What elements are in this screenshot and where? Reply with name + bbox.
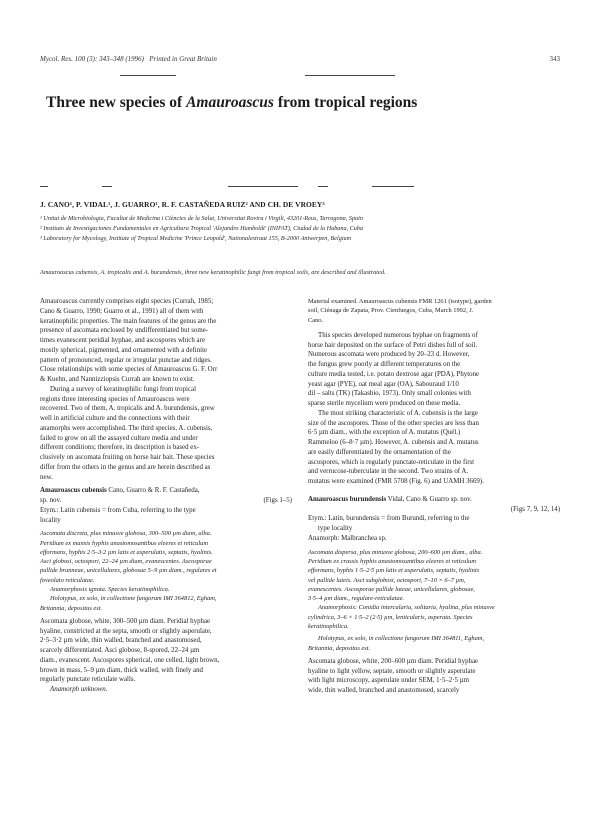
- journal-citation: [40, 55, 217, 63]
- species-description: Ascomata globose, white, 300–500 µm diam. Peridial hyphae hyaline, constricted at the septa, smooth or slightly asperulate, 2·5–3·2 µm wide, thin walled, branched and anastomosed, scarcely differentiated. Asci globose, 8-spored, 22–24 µm diam., evanescent. Ascospores spherical, one celled, light brown, brown in mass, 5–9 µm diam, thick walled, with finely and regularly punctate reticulate walls. Anamorph unknown.: [40, 617, 220, 694]
- intro-line: recovered. Two of them, A. tropicalis and A. burundensis, grew: [40, 405, 215, 413]
- separator-mark-2: [102, 186, 112, 187]
- intro-line: well in artificial culture and the connections with their: [40, 415, 190, 422]
- etymology-line: type locality: [318, 525, 353, 533]
- journal-reference: Mycol. Res. 100 (3): 343–348 (1996): [40, 55, 145, 63]
- species-novelty-line: [40, 496, 292, 506]
- intro-line: presence of ascomata enclosed by undifferentiated but some-: [40, 327, 209, 335]
- intro-line: Close relationships with some species of Amauroascus G. F. Orr: [40, 366, 218, 374]
- page-number: 343: [549, 55, 560, 63]
- affiliations: [40, 214, 560, 244]
- etymology-line: Etym.: Latin, burundensis = from Burundi, referring to the: [308, 515, 470, 523]
- intro-line: Amauroascus currently comprises eight species (Currah, 1985;: [40, 298, 214, 305]
- material-examined: Material examined. Amauroascus cubensis FMR 1261 (isotype), garden soil, Ciénaga de Zapata, Prov. Cienfuegos, Cuba, March 1992, J. Cano.: [308, 298, 492, 324]
- intro-line: pattern of pronounced, regular or irregular punctae and ridges.: [40, 356, 212, 364]
- intro-line: failed to grow on all the assayed culture media and under: [40, 434, 198, 442]
- species-name: Amauroascus burundensis: [308, 495, 387, 503]
- species-heading: [308, 495, 560, 505]
- etymology-line: locality: [40, 516, 61, 524]
- header-rule-left: [120, 75, 176, 76]
- species-authors: Cano, Guarro & R. F. Castañeda,: [106, 487, 200, 495]
- title-genus: Amauroascus: [186, 94, 274, 111]
- intro-line: & Kuehn, and Nannizziopsis Currah are known to exist.: [40, 376, 195, 383]
- discussion: This species developed numerous hyphae on fragments of horse hair deposited on the surface of Petri dishes full of soil. Numerous ascomata were produced by 20–23 d. However, the fungus grew poorly at different temperatures on the culture media tested, i.e. potato dextrose agar (PDA), Phytone yeast agar (PYE), oat meal agar (OA), Sabouraud 1/10 dil – salts (TK) (Takashio, 1973). Only small colonies with sparse sterile mycelium were produced on these media. The most striking characteristic of A. cubensis is the large size of the ascospores. Those of the other species are less than 6·5 µm diam., with the exception of A. mutatus (Quél.) Rammeloo (6–8·7 µm). However, A. cubensis and A. mutatus are easily differentiated by the ornamentation of the ascospores, which is regularly punctate-reticulate in the first and verrucose-tuberculate in the second. Two strains of A. mutatus were examined (FMR 5708 (Fig. 6) and UAMH 3669).: [308, 331, 484, 486]
- separator-mark-3: [228, 186, 298, 187]
- header-rule-right: [305, 75, 395, 76]
- intro-line: regions three interesting species of Amauroascus were: [40, 395, 190, 403]
- intro-line: differ from the others in the genus and are herein described as: [40, 463, 211, 471]
- affiliation-2: ² Instituto de Investigaciones Fundamentales en Agricultura Tropical 'Alejandro Humboldt' (INIFAT), Ciudad de la Habana, Cuba: [40, 225, 364, 232]
- species-heading: [40, 486, 292, 496]
- intro-line: During a survey of keratinophilic fungi from tropical: [50, 385, 197, 393]
- affiliation-1: ¹ Unitat de Microbiologia, Facultat de Medicina i Ciències de la Salut, Universitat Rovira i Virgili, 43201-Reus, Tarragona, Spain: [40, 215, 363, 222]
- etymology-line: Etym.: Latin cubensis = from Cuba, referring to the type: [40, 506, 196, 514]
- intro-line: anamorphs were accomplished. The third species, A. cubensis,: [40, 424, 213, 432]
- latin-diagnosis: Ascomata discreta, plus minusve globosa, 300–500 µm diam, alba. Peridium ex mansis hyphis anastomosantibus eleeres et reticulum efformans, hyphis 2·5–3·2 µm latis et asperulatis, septatis, hyalinis. Asci globosi, octospori, 22–24 µm diam, evanescentes. Ascosporae pallide brunneae, unicellulares, globosae 5–9 µm diam., regulares et foveolato reticulatae. Anamorphosis ignota. Species keratinophilica. Holotypus, ex solo, in collectione fungorum IMI 364812, Egham, Britannia, depositus est.: [40, 530, 217, 612]
- running-head: [40, 55, 560, 67]
- intro-line: Cano & Guarro, 1990; Guarro et al., 1991) all of them with: [40, 307, 204, 315]
- right-column: [308, 297, 560, 696]
- separator-mark-4: [318, 186, 328, 187]
- author-list: J. CANO¹, P. VIDAL¹, J. GUARRO¹, R. F. CASTAÑEDA RUIZ² AND CH. DE VROEY³: [40, 200, 325, 209]
- intro-line: keratinophilic properties. The main features of the genus are the: [40, 317, 217, 325]
- affiliation-3: ³ Laboratory for Mycology, Institute of Tropical Medicine 'Prince Leopold', Nationalestraat 155, B-2000 Antwerpen, Belgium: [40, 235, 352, 242]
- intro-line: new.: [40, 473, 53, 481]
- figure-reference: (Figs 7, 9, 12, 14): [510, 505, 560, 513]
- intro-line: mostly spherical, pigmented, and ornamented with a definite: [40, 346, 208, 354]
- intro-line: times evanescent peridial hyphae, and ascospores which are: [40, 337, 205, 344]
- printed-in: Printed in Great Britain: [149, 55, 217, 63]
- separator-mark-1: [40, 186, 48, 187]
- figure-reference: (Figs 1–5): [263, 497, 292, 504]
- species-novelty: sp. nov.: [40, 497, 62, 504]
- latin-diagnosis: Ascomata dispersa, plus minusve globosa, 200–600 µm diam., alba. Peridium ex crassis hyphis anastomosantibus eleeres et reticulum efformans, hyphis 1·5–2·5 µm latis et asperulatis, septatis, hyalinis vel pallide luteis. Asci subglobosi, octospori, 7–10 × 6–7 µm, evanescentes. Ascosporae pallide luteae, unicellulares, globosae, 3·5–4 µm diam., regulare-reticulatae. Anamorphosis: Conidia intercalaria, solitaria, hyalina, plus minusve cylindrica, 3–6 × 1·5–2 (2·5) µm, lenticularis, asperata. Species keratinophilica. Holotypus, ex solo, in collectione fungorum IMI 364811, Egham, Britannia, depositus est.: [308, 548, 495, 652]
- separator-mark-5: [372, 186, 414, 187]
- left-column: [40, 297, 292, 695]
- species-description: Ascomata globose, white, 200–600 µm diam. Peridial hyphae hyaline to light yellow, septate, smooth or slightly asperulate with light microscopy, asperulate under SEM, 1·5–2·5 µm wide, thin walled, branched and anastomosed, scarcely: [308, 657, 479, 695]
- abstract: Amauroascus cubensis, A. tropicalis and A. burundensis, three new keratinophilic fungi from tropical soils, are described and illustrated.: [40, 269, 386, 276]
- anamorph-line: Anamorph: Malbranchea sp.: [308, 534, 387, 542]
- species-name: Amauroascus cubensis: [40, 487, 107, 495]
- intro-line: different conditions; therefore, its description is based ex-: [40, 444, 200, 452]
- intro-line: clusively on ascomata fruiting on horse hair bait. These species: [40, 454, 215, 461]
- article-title: Three new species of Amauroascus from tropical regions: [46, 94, 418, 111]
- species-authors: Vidal, Cano & Guarro sp. nov.: [386, 495, 472, 503]
